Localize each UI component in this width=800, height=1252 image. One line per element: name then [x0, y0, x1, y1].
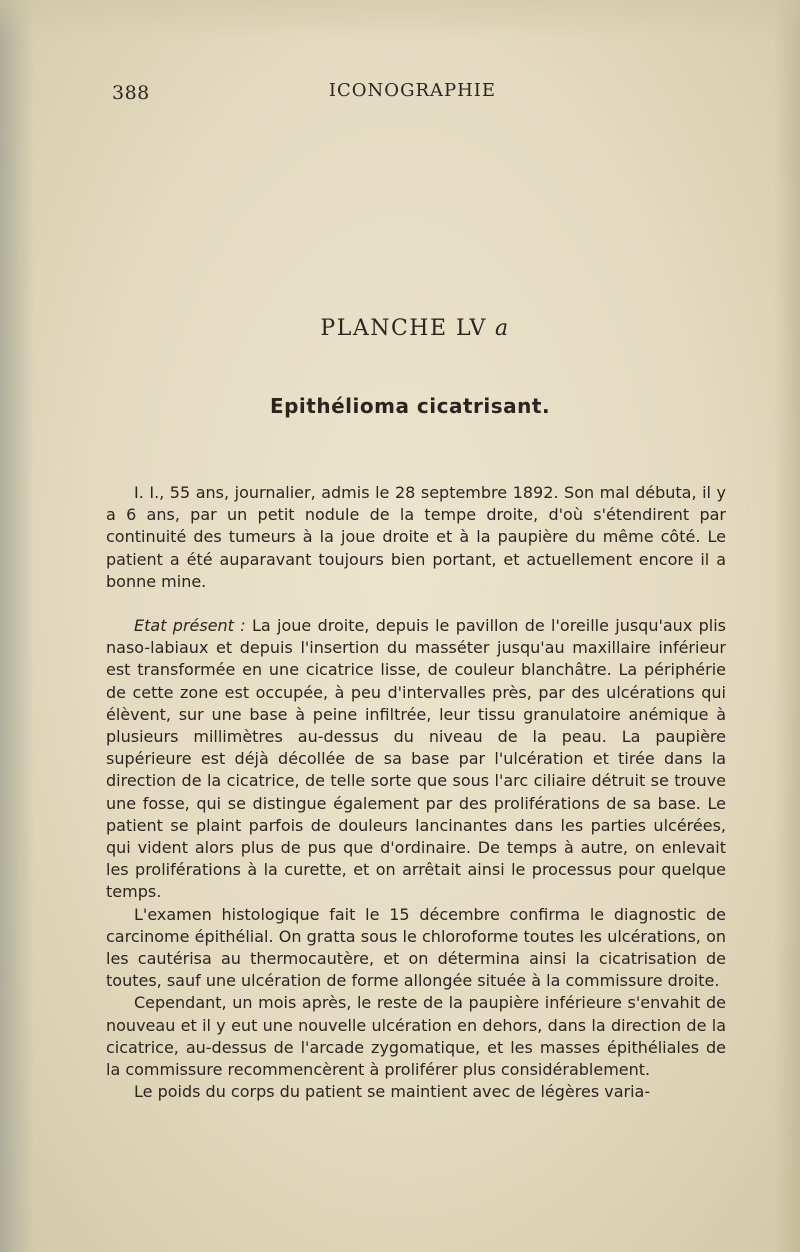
- paragraph-body-weight: [106, 1081, 726, 1103]
- subject-heading: Epithélioma cicatrisant.: [269, 394, 551, 418]
- plate-title-suffix: a: [494, 316, 510, 341]
- paragraph-text: I. I., 55 ans, journalier, admis le 28 septembre 1892. Son mal débuta, il y a 6 ans, par un petit nodule de la tempe droite, d'où s'étendirent par continuité des tumeurs à la joue droite et à la paupière du même côté. Le patient a été auparavant toujours bien portant, et actuellement encore il a bonne mine.: [106, 483, 726, 591]
- paragraph-lead: Etat présent :: [134, 616, 246, 636]
- paragraph-text: Cependant, un mois après, le reste de la paupière inférieure s'envahit de nouveau et il y eut une nouvelle ulcération en dehors, dans la direction de la cicatrice, au-dessus de l'arcade zygomatique, et les masses épithéliales de la commissure recommencèrent à proliférer plus considérablement.: [106, 993, 726, 1080]
- plate-title: [0, 316, 800, 341]
- paragraph-text: La joue droite, depuis le pavillon de l'oreille jusqu'aux plis naso-labiaux et depuis l'insertion du masséter jusqu'au maxillaire inférieur est transformée en une cicatrice lisse, de couleur blanchâtre. La périphérie de cette zone est occupée, à peu d'intervalles près, par des ulcérations qui élèvent, sur une base à peine infiltrée, leur tissu granulatoire anémique à plusieurs millimètres au-dessus du niveau de la peau. La paupière supérieure est déjà décollée de sa base par l'ulcération et tirée dans la direction de la cicatrice, de telle sorte que sous l'arc ciliaire détruit se trouve une fosse, qui se distingue également par des proliférations de sa base. Le patient se plaint parfois de douleurs lancinantes dans les parties ulcérées, qui vident alors plus de pus que d'ordinaire. De temps à autre, on enlevait les proliférations à la curette, et on arrêtait ainsi le processus pour quelque temps.: [106, 616, 726, 902]
- paragraph-text: L'examen histologique fait le 15 décembre confirma le diagnostic de carcinome épithélial. On gratta sous le chloroforme toutes les ulcérations, on les cautérisa au thermocautère, et on détermina ainsi la cicatrisation de toutes, sauf une ulcération de forme allongée située à la commissure droite.: [106, 904, 726, 991]
- page-edge-shadow-top: [0, 0, 800, 40]
- page-edge-shadow-left: [0, 0, 34, 1252]
- running-head: ICONOGRAPHIE: [328, 80, 497, 101]
- page-edge-shadow-right: [774, 0, 800, 1252]
- paragraph-patient-history: [106, 482, 726, 593]
- plate-title-text: PLANCHE LV: [320, 316, 487, 341]
- paragraph-histology: [106, 904, 726, 993]
- paragraph-text: Le poids du corps du patient se maintient avec de légères varia-: [134, 1082, 651, 1102]
- page-number: 388: [112, 82, 150, 104]
- paragraph-present-state: [106, 615, 726, 904]
- case-description: [106, 482, 726, 1103]
- paragraph-relapse: [106, 992, 726, 1081]
